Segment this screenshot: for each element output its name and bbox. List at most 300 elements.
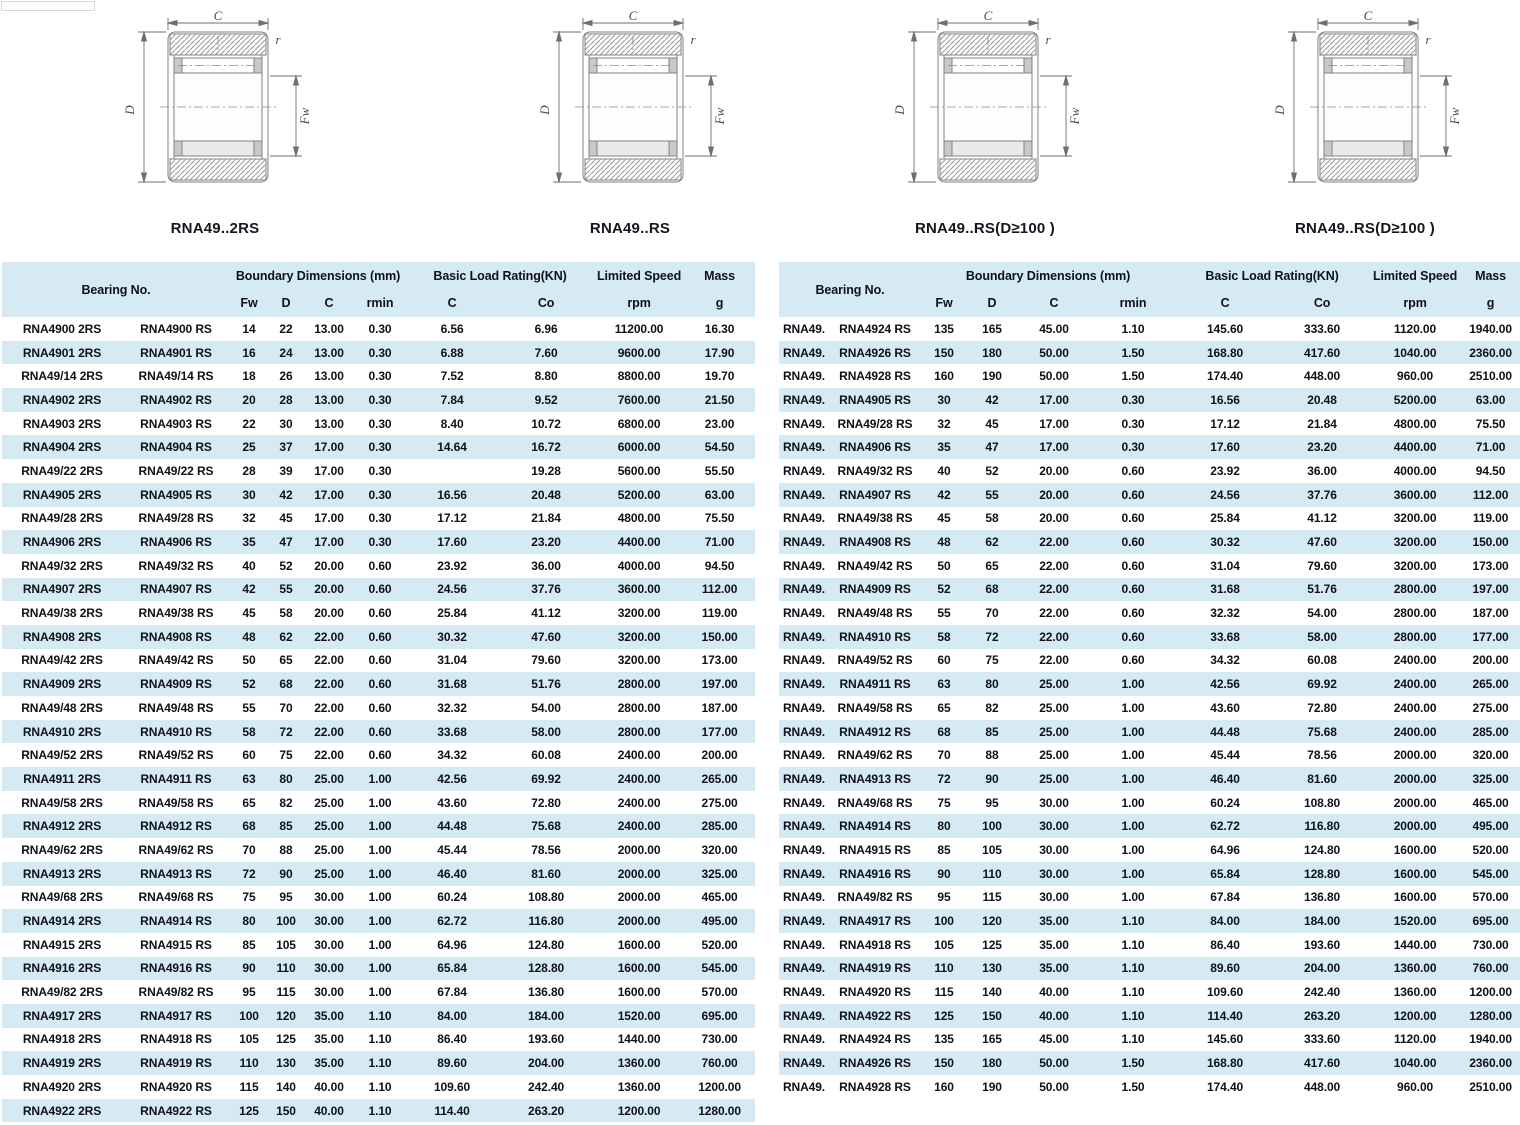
table-cell: 2000.00	[594, 862, 684, 886]
table-cell: 0.60	[1121, 558, 1145, 573]
table-cell: 3600.00	[1369, 483, 1461, 507]
table-cell: 1.10	[368, 1032, 392, 1047]
table-cell: 1.10	[354, 1004, 406, 1028]
table-cell: 8.80	[534, 369, 558, 384]
table-cell: 31.68	[1175, 578, 1275, 602]
table-cell: 42	[967, 388, 1017, 412]
table-cell: RNA49.	[779, 435, 829, 459]
table-cell: RNA4900 RS	[140, 321, 212, 336]
table-cell: 30.00	[1017, 814, 1091, 838]
table-cell: RNA49.	[779, 909, 829, 933]
table-row	[2, 625, 755, 649]
table-row	[2, 814, 755, 838]
table-cell: 112.00	[684, 578, 755, 602]
table-cell: RNA4913 2RS	[2, 862, 122, 886]
table-cell: 187.00	[1472, 606, 1509, 621]
table-cell: 16.30	[704, 321, 735, 336]
table-cell: 85	[268, 814, 304, 838]
table-cell: RNA49.	[779, 341, 829, 365]
table-cell: RNA49/28 2RS	[21, 511, 103, 526]
table-cell: RNA49.	[779, 957, 829, 981]
table-cell: 25.84	[437, 606, 467, 621]
table-cell: 23.20	[1275, 435, 1369, 459]
svg-text:D: D	[892, 105, 907, 115]
col-header-boundary-dimensions: Boundary Dimensions (mm)	[921, 262, 1175, 289]
table-cell: 40.00	[304, 1099, 354, 1123]
table-cell: 105	[276, 937, 296, 952]
table-cell: RNA49.	[782, 937, 826, 952]
table-cell: 960.00	[1397, 369, 1434, 384]
table-cell: 39	[279, 463, 293, 478]
table-cell: 1.10	[1091, 909, 1175, 933]
table-cell: 64.96	[437, 937, 467, 952]
table-cell: 1.00	[1121, 795, 1145, 810]
table-cell: 100	[967, 814, 1017, 838]
table-cell: 197.00	[684, 672, 755, 696]
table-cell: 495.00	[684, 909, 755, 933]
table-cell: RNA4901 2RS	[2, 341, 122, 365]
table-cell: 84.00	[406, 1004, 498, 1028]
table-cell: 22.00	[1039, 653, 1069, 668]
table-cell: 16.72	[498, 435, 594, 459]
drawing-caption: RNA49..2RS	[170, 220, 260, 237]
table-cell: 1120.00	[1394, 321, 1437, 336]
table-cell: 62.72	[1175, 814, 1275, 838]
table-cell: RNA49.	[782, 795, 826, 810]
table-cell: 54.00	[531, 700, 561, 715]
table-cell: 960.00	[1397, 1079, 1434, 1094]
table-cell: RNA4920 RS	[140, 1079, 212, 1094]
table-cell: RNA4909 RS	[829, 578, 921, 602]
table-cell: 285.00	[684, 814, 755, 838]
table-cell: 54.50	[684, 435, 755, 459]
table-cell: RNA49.	[782, 321, 826, 336]
table-cell: 23.92	[1210, 463, 1240, 478]
table-cell: RNA49/28 RS	[138, 511, 214, 526]
table-cell: 35	[921, 435, 967, 459]
table-cell: 90	[268, 862, 304, 886]
table-cell: 75	[279, 748, 293, 763]
table-cell: 51.76	[498, 672, 594, 696]
table-cell: RNA49/62 RS	[837, 748, 913, 763]
table-cell: 7600.00	[594, 388, 684, 412]
table-cell: 86.40	[1210, 937, 1240, 952]
table-cell: 119.00	[701, 606, 738, 621]
table-cell: 25.00	[314, 795, 344, 810]
table-cell: 60.08	[531, 748, 561, 763]
table-cell: RNA49/68 RS	[138, 890, 214, 905]
table-cell: 28	[268, 388, 304, 412]
table-cell: 52	[985, 463, 999, 478]
table-cell: 82	[985, 700, 999, 715]
table-cell: 177.00	[1461, 625, 1520, 649]
col-header-bearing-no: Bearing No.	[2, 262, 230, 317]
table-cell: 124.80	[1304, 842, 1341, 857]
table-cell: RNA4911 RS	[829, 672, 921, 696]
table-cell: 48	[921, 530, 967, 554]
table-cell: 28	[242, 463, 256, 478]
table-cell: RNA49.	[779, 672, 829, 696]
table-cell: 72.80	[1307, 700, 1337, 715]
table-cell: RNA49.	[782, 842, 826, 857]
table-row	[2, 980, 755, 1004]
table-cell: RNA4919 2RS	[2, 1051, 122, 1075]
table-cell: 46.40	[406, 862, 498, 886]
table-cell: 1.00	[368, 985, 392, 1000]
table-cell: 50.00	[1039, 369, 1069, 384]
table-row	[2, 909, 755, 933]
table-cell: 1940.00	[1469, 1032, 1512, 1047]
table-cell: 62.72	[406, 909, 498, 933]
table-cell: 1040.00	[1369, 1051, 1461, 1075]
table-cell: 0.30	[368, 511, 392, 526]
table-row	[779, 980, 1520, 1004]
col-header-co: Co	[1275, 289, 1369, 317]
table-cell: 95	[279, 890, 293, 905]
table-cell: 0.30	[354, 435, 406, 459]
table-cell: 150.00	[684, 625, 755, 649]
table-cell: 1600.00	[1393, 890, 1437, 905]
table-cell: 184.00	[1275, 909, 1369, 933]
table-cell: 25.00	[314, 842, 344, 857]
drawing-rna49-rs-d100-a	[815, 10, 1155, 237]
table-cell: 65.84	[1175, 862, 1275, 886]
table-cell: RNA4912 2RS	[2, 814, 122, 838]
col-header-c: C	[304, 289, 354, 317]
table-cell: 190	[982, 369, 1002, 384]
table-cell: 263.20	[1275, 1004, 1369, 1028]
table-cell: 150.00	[1461, 530, 1520, 554]
table-cell: 2360.00	[1461, 1051, 1520, 1075]
table-cell: 16	[230, 341, 268, 365]
table-cell: 1.10	[354, 1051, 406, 1075]
table-cell: 1.00	[354, 957, 406, 981]
table-row	[779, 578, 1520, 602]
table-cell: 1440.00	[1393, 937, 1437, 952]
table-cell: 46.40	[1175, 767, 1275, 791]
table-row	[2, 672, 755, 696]
svg-text:C: C	[213, 10, 223, 23]
table-cell: 80	[921, 814, 967, 838]
table-cell: 50	[937, 558, 951, 573]
table-cell: 320.00	[701, 842, 738, 857]
table-row	[779, 862, 1520, 886]
table-cell: 2400.00	[617, 795, 661, 810]
col-header-rmin: rmin	[354, 289, 406, 317]
table-cell: 165	[982, 1032, 1002, 1047]
table-cell: 108.80	[528, 890, 565, 905]
table-cell: 43.60	[437, 795, 467, 810]
table-cell: 2510.00	[1469, 1079, 1512, 1094]
col-header-rmin: rmin	[1091, 289, 1175, 317]
table-cell: 1.00	[1091, 862, 1175, 886]
table-cell: 50	[242, 653, 256, 668]
table-cell: 50.00	[1039, 1079, 1069, 1094]
table-cell: 47.60	[498, 625, 594, 649]
table-cell: 320.00	[1472, 748, 1509, 763]
table-cell: 1.00	[354, 814, 406, 838]
table-cell: 520.00	[701, 937, 738, 952]
table-cell: 13.00	[314, 321, 344, 336]
col-header-mass: Mass	[1461, 262, 1520, 289]
table-cell: RNA4914 RS	[122, 909, 230, 933]
table-row	[779, 933, 1520, 957]
table-cell: 1200.00	[1369, 1004, 1461, 1028]
table-cell: 31.04	[437, 653, 467, 668]
table-cell: 112.00	[1461, 483, 1520, 507]
table-cell: 0.60	[368, 653, 392, 668]
table-cell: 20.48	[498, 483, 594, 507]
table-cell: 1360.00	[1393, 985, 1437, 1000]
table-cell: 109.60	[1206, 985, 1244, 1000]
table-cell: 2000.00	[617, 842, 661, 857]
table-cell: 136.80	[528, 985, 565, 1000]
table-cell: 64.96	[1210, 842, 1240, 857]
table-cell: 65	[937, 700, 951, 715]
table-cell: 125	[276, 1032, 296, 1047]
table-cell: RNA4911 2RS	[2, 767, 122, 791]
table-cell: 22.00	[1039, 558, 1069, 573]
bearing-cross-section-drawing	[90, 10, 340, 206]
table-cell: 1600.00	[617, 937, 661, 952]
table-cell: 1.00	[368, 795, 392, 810]
table-cell: 19.70	[704, 369, 735, 384]
table-cell: 75	[242, 890, 256, 905]
table-cell: 180	[967, 341, 1017, 365]
table-cell: 89.60	[1175, 957, 1275, 981]
table-cell: RNA49/62 RS	[138, 842, 214, 857]
table-cell: 68	[967, 578, 1017, 602]
table-cell: 6.88	[406, 341, 498, 365]
table-cell: 33.68	[1175, 625, 1275, 649]
table-cell: 6.56	[440, 321, 464, 336]
table-cell: 1600.00	[594, 957, 684, 981]
table-row	[779, 838, 1520, 862]
svg-text:D: D	[1272, 105, 1287, 115]
table-cell: 62	[268, 625, 304, 649]
table-cell: RNA4907 RS	[122, 578, 230, 602]
table-cell: 88	[279, 842, 293, 857]
table-cell: 13.00	[314, 416, 344, 431]
table-cell: RNA49.	[782, 369, 826, 384]
table-row	[779, 791, 1520, 815]
table-row	[2, 554, 755, 578]
table-cell: 0.60	[354, 625, 406, 649]
table-cell: 47	[268, 530, 304, 554]
table-cell: 120	[967, 909, 1017, 933]
table-cell: 71.00	[684, 530, 755, 554]
table-cell: 81.60	[498, 862, 594, 886]
table-cell: RNA49/58 RS	[837, 700, 913, 715]
table-cell: 35.00	[304, 1051, 354, 1075]
table-cell: RNA4908 2RS	[2, 625, 122, 649]
table-cell: RNA49/42 RS	[837, 558, 913, 573]
table-cell: 109.60	[433, 1079, 471, 1094]
table-cell: 35.00	[1017, 957, 1091, 981]
table-cell: 17.00	[314, 463, 344, 478]
table-cell: 45.44	[1210, 748, 1240, 763]
table-cell: RNA4913 RS	[122, 862, 230, 886]
table-cell: 24.56	[1175, 483, 1275, 507]
table-cell: 1.10	[1121, 937, 1145, 952]
table-row	[2, 412, 755, 436]
table-cell: 1440.00	[617, 1032, 661, 1047]
table-cell: 60	[937, 653, 951, 668]
table-cell: 95	[242, 985, 256, 1000]
table-cell: RNA49.	[782, 890, 826, 905]
table-cell: 22.00	[304, 720, 354, 744]
table-cell: 70	[985, 606, 999, 621]
table-cell: RNA49/42 RS	[138, 653, 214, 668]
table-cell: 75	[937, 795, 951, 810]
table-row	[779, 1004, 1520, 1028]
table-cell: 110	[921, 957, 967, 981]
table-cell: 1940.00	[1469, 321, 1512, 336]
table-cell: 17.12	[437, 511, 467, 526]
table-cell: RNA4922 RS	[122, 1099, 230, 1123]
table-row	[779, 483, 1520, 507]
table-cell: 20.00	[314, 558, 344, 573]
drawing-rna49-rs	[470, 10, 790, 237]
svg-text:r: r	[690, 32, 696, 47]
table-row	[2, 743, 755, 767]
table-cell: 42.56	[1175, 672, 1275, 696]
table-cell: 100	[268, 909, 304, 933]
table-row	[2, 459, 755, 483]
table-cell: RNA4904 2RS	[2, 435, 122, 459]
table-cell: 45.44	[437, 842, 467, 857]
table-cell: 3200.00	[617, 606, 661, 621]
table-cell: 14.64	[406, 435, 498, 459]
table-cell: 67.84	[437, 985, 467, 1000]
table-cell: 67.84	[1210, 890, 1240, 905]
table-cell: RNA49/48 2RS	[21, 700, 103, 715]
table-cell: 730.00	[1472, 937, 1509, 952]
table-cell: 187.00	[701, 700, 738, 715]
svg-text:C: C	[1363, 10, 1373, 23]
table-cell: 32.32	[437, 700, 467, 715]
table-cell: 63	[230, 767, 268, 791]
table-cell: 55.50	[704, 463, 735, 478]
table-cell: RNA4916 2RS	[2, 957, 122, 981]
table-cell: 22.00	[314, 653, 344, 668]
table-row	[2, 1051, 755, 1075]
col-header-co: Co	[498, 289, 594, 317]
table-cell: RNA49.	[782, 985, 826, 1000]
table-cell: 30.00	[304, 909, 354, 933]
table-cell: RNA4912 RS	[829, 720, 921, 744]
table-cell: 0.60	[354, 720, 406, 744]
table-cell: 1.00	[368, 937, 392, 952]
table-cell: 44.48	[1175, 720, 1275, 744]
svg-text:r: r	[1045, 32, 1051, 47]
table-cell: 2510.00	[1469, 369, 1512, 384]
table-row	[2, 1099, 755, 1123]
col-header-limited-speed: Limited Speed	[594, 262, 684, 289]
table-cell: 1.00	[1091, 672, 1175, 696]
table-cell: 173.00	[1472, 558, 1509, 573]
table-cell: 0.60	[1121, 463, 1145, 478]
table-cell: 78.56	[531, 842, 561, 857]
table-cell: 570.00	[701, 985, 738, 1000]
table-cell: 47.60	[1275, 530, 1369, 554]
table-cell: 6.96	[534, 321, 558, 336]
table-cell: 1040.00	[1369, 341, 1461, 365]
table-cell: 0.60	[368, 606, 392, 621]
table-cell: 25.00	[1017, 720, 1091, 744]
table-cell: 114.40	[406, 1099, 498, 1123]
table-cell: RNA49.	[779, 814, 829, 838]
table-cell: 45.00	[1039, 321, 1069, 336]
table-cell: 81.60	[1275, 767, 1369, 791]
table-cell: RNA4926 RS	[829, 341, 921, 365]
table-cell: 52	[921, 578, 967, 602]
table-cell: 65	[279, 653, 293, 668]
table-cell: RNA49.	[782, 463, 826, 478]
table-cell: RNA4928 RS	[839, 1079, 911, 1094]
table-cell: 84.00	[1175, 909, 1275, 933]
table-cell: 20.00	[304, 578, 354, 602]
table-cell: 16.56	[406, 483, 498, 507]
table-cell: RNA4906 RS	[122, 530, 230, 554]
table-cell: 1.10	[1121, 1032, 1145, 1047]
svg-text:C: C	[628, 10, 638, 23]
table-cell: 1.10	[354, 1099, 406, 1123]
col-header-g: g	[684, 289, 755, 317]
table-cell: 2800.00	[594, 672, 684, 696]
table-cell: RNA49/82 RS	[138, 985, 214, 1000]
col-header-fw: Fw	[230, 289, 268, 317]
table-cell: 41.12	[531, 606, 561, 621]
table-cell: 2400.00	[1369, 672, 1461, 696]
bearing-cross-section-drawing	[505, 10, 755, 206]
table-cell: 32	[937, 416, 951, 431]
table-cell: RNA49/38 RS	[138, 606, 214, 621]
table-cell: 17.90	[684, 341, 755, 365]
table-row	[2, 933, 755, 957]
table-cell: 20.48	[1275, 388, 1369, 412]
table-row	[779, 412, 1520, 436]
table-cell: 90	[230, 957, 268, 981]
table-cell: 2400.00	[617, 748, 661, 763]
table-row	[2, 696, 755, 720]
table-cell: 13.00	[304, 388, 354, 412]
table-cell: 40.00	[1017, 1004, 1091, 1028]
table-cell: 30.00	[1039, 890, 1069, 905]
table-cell: 0.30	[354, 341, 406, 365]
table-cell: 495.00	[1461, 814, 1520, 838]
table-cell: RNA4908 RS	[829, 530, 921, 554]
table-cell: 0.30	[1091, 388, 1175, 412]
table-cell: 285.00	[1461, 720, 1520, 744]
table-cell: 124.80	[528, 937, 565, 952]
table-cell: 115	[982, 890, 1002, 905]
table-cell: 448.00	[1304, 369, 1341, 384]
table-cell: 115	[934, 985, 954, 1000]
table-cell: 1.00	[354, 909, 406, 933]
table-cell: 37.76	[1275, 483, 1369, 507]
table-cell: RNA4918 RS	[140, 1032, 212, 1047]
table-cell: 23.92	[437, 558, 467, 573]
table-cell: RNA49/58 2RS	[21, 795, 103, 810]
table-cell: RNA4917 2RS	[2, 1004, 122, 1028]
table-cell: 30.00	[1039, 842, 1069, 857]
table-row	[2, 483, 755, 507]
table-cell: RNA49/38 RS	[837, 511, 913, 526]
table-cell: RNA49/32 RS	[837, 463, 913, 478]
table-cell: 760.00	[684, 1051, 755, 1075]
table-row	[779, 341, 1520, 365]
